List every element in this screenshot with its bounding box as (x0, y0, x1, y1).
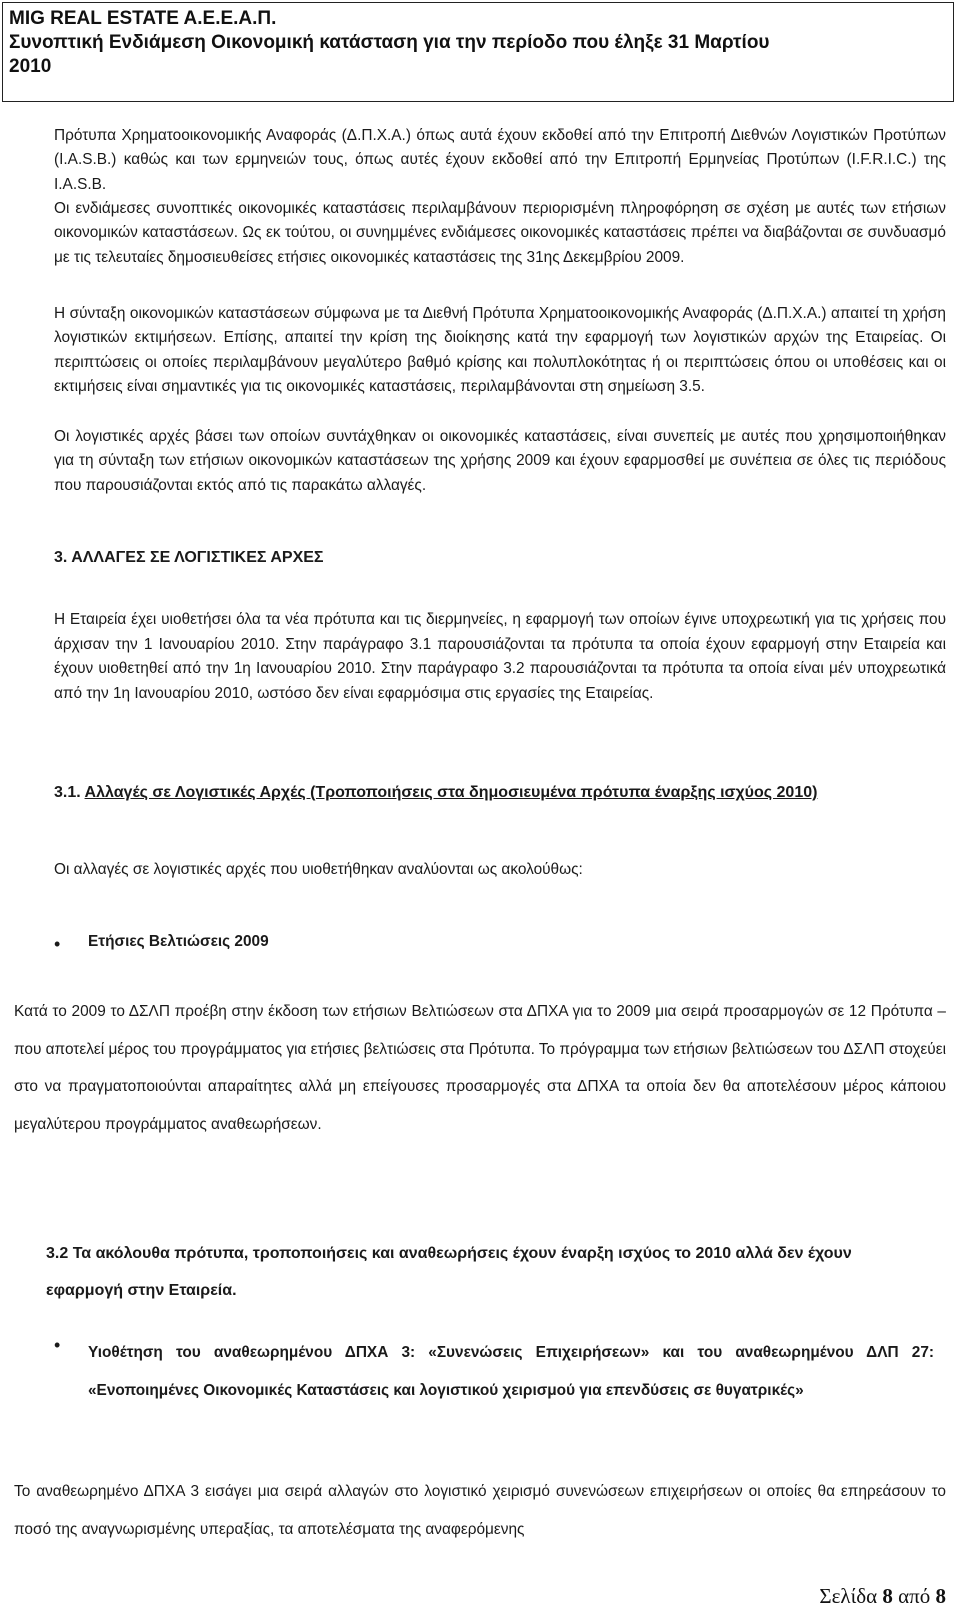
bullet-annual-improvements-text: Ετήσιες Βελτιώσεις 2009 (88, 933, 269, 950)
footer-middle: από (892, 1584, 936, 1608)
section-3-1-heading (54, 784, 934, 802)
footer-current-page: 8 (882, 1584, 893, 1608)
paragraph-interim-info: Οι ενδιάμεσες συνοπτικές οικονομικές καταστάσεις περιλαμβάνουν περιορισμένη πληροφόρηση σε σχέση με αυτές των ετήσιων οικονομικών καταστάσεων. Ως εκ τούτου, οι συνημμένες ενδιάμεσες οικονομικές καταστάσεις πρέπει να διαβάζονται σε συνδυασμό με τις τελευταίες δημοσιευθείσες ετήσιες οικονομικές καταστάσεις της 31ης Δεκεμβρίου 2009. (54, 200, 946, 266)
paragraph-new-standards: Η Εταιρεία έχει υιοθετήσει όλα τα νέα πρότυπα και τις διερμηνείες, η εφαρμογή των οποίων έγινε υποχρεωτική για τις χρήσεις που άρχισαν την 1 Ιανουαρίου 2010. Στην παράγραφο 3.1 παρουσιάζονται τα πρότυπα τα οποία έχουν εφαρμογή στην Εταιρεία και έχουν υιοθετηθεί από την 1η Ιανουαρίου 2010. Στην παράγραφο 3.2 παρουσιάζονται τα πρότυπα τα οποία είναι μέν υποχρεωτικά από την 1η Ιανουαρίου 2010, ωστόσο δεν είναι εφαρμόσιμα στις εργασίες της Εταιρείας. (54, 611, 946, 702)
report-title: Συνοπτική Ενδιάμεση Οικονομική κατάσταση για την περίοδο που έληξε 31 Μαρτίου (9, 32, 770, 53)
section-3-2-number: 3.2 (46, 1245, 69, 1262)
paragraph-ifrs3-changes: Το αναθεωρημένο ΔΠΧΑ 3 εισάγει μια σειρά αλλαγών στο λογιστικό χειρισμό συνενώσεων επιχειρήσεων οι οποίες θα επηρεάσουν το ποσό της αναγνωρισμένης υπεραξίας, τα αποτελέσματα της αναφερόμενης (14, 1483, 946, 1538)
company-name: MIG REAL ESTATE A.E.E.A.Π. (9, 8, 277, 29)
report-year: 2010 (9, 56, 52, 77)
paragraph-changes-intro: Οι αλλαγές σε λογιστικές αρχές που υιοθετήθηκαν αναλύονται ως ακολούθως: (54, 861, 583, 878)
footer-total-pages: 8 (935, 1584, 946, 1608)
section-3-2-title: Τα ακόλουθα πρότυπα, τροποποιήσεις και αναθεωρήσεις έχουν έναρξη ισχύος το 2010 αλλά δεν έχουν εφαρμογή στην Εταιρεία. (46, 1245, 852, 1299)
section-3-heading: 3. ΑΛΛΑΓΕΣ ΣΕ ΛΟΓΙΣΤΙΚΕΣ ΑΡΧΕΣ (54, 549, 324, 566)
footer-prefix: Σελίδα (819, 1584, 883, 1608)
section-3-2-heading (46, 1235, 926, 1309)
bullet-ifrs3-adoption (54, 1334, 934, 1409)
bullet-annual-improvements (54, 933, 269, 955)
paragraph-standards: Πρότυπα Χρηματοοικονομικής Αναφοράς (Δ.Π.Χ.Α.) όπως αυτά έχουν εκδοθεί από την Επιτροπή Διεθνών Λογιστικών Προτύπων (I.A.S.B.) καθώς και των ερμηνειών τους, όπως αυτές έχουν εκδοθεί από την Επιτροπή Ερμηνείας Προτύπων (I.F.R.I.C.) της I.A.S.B. (54, 127, 946, 193)
bullet-ifrs3-text: Υιοθέτηση του αναθεωρημένου ΔΠΧΑ 3: «Συνενώσεις Επιχειρήσεων» και του αναθεωρημένου ΔΛΠ 27: «Ενοποιημένες Οικονομικές Καταστάσεις και λογιστικού χειρισμού για επενδύσεις σε θυγατρικές» (88, 1344, 934, 1399)
paragraph-estimates: Η σύνταξη οικονομικών καταστάσεων σύμφωνα με τα Διεθνή Πρότυπα Χρηματοοικονομικής Αναφοράς (Δ.Π.Χ.Α.) απαιτεί τη χρήση λογιστικών εκτιμήσεων. Επίσης, απαιτεί την κρίση της διοίκησης κατά την εφαρμογή των λογιστικών αρχών της Εταιρείας. Οι περιπτώσεις οι οποίες περιλαμβάνουν μεγαλύτερο βαθμό κρίσης και πολυπλοκότητας ή οι περιπτώσεις όπου οι υποθέσεις και οι εκτιμήσεις είναι σημαντικές για τις οικονομικές καταστάσεις, περιλαμβάνονται στη σημείωση 3.5. (54, 305, 946, 395)
document-header (2, 2, 954, 102)
paragraph-accounting-policies: Οι λογιστικές αρχές βάσει των οποίων συντάχθηκαν οι οικονομικές καταστάσεις, είναι συνεπείς με αυτές που χρησιμοποιήθηκαν για τη σύνταξη των ετήσιων οικονομικών καταστάσεων της χρήσης 2009 και έχουν εφαρμοσθεί με συνέπεια σε όλες τις περιόδους που παρουσιάζονται εκτός από τις παρακάτω αλλαγές. (54, 428, 946, 494)
page-number-footer (819, 1584, 946, 1609)
section-3-1-title: Αλλαγές σε Λογιστικές Αρχές (Τροποποιήσεις στα δημοσιευμένα πρότυπα έναρξης ισχύος 2010) (84, 784, 818, 801)
bullet-dot-icon: • (54, 1335, 61, 1355)
bullet-dot-icon: • (54, 934, 61, 954)
paragraph-iasb-improvements: Κατά το 2009 το ΔΣΛΠ προέβη στην έκδοση των ετήσιων Βελτιώσεων στα ΔΠΧΑ για το 2009 μια σειρά προσαρμογών σε 12 Πρότυπα – που αποτελεί μέρος του προγράμματος για ετήσιες βελτιώσεις στα Πρότυπα. Το πρόγραμμα των ετήσιων βελτιώσεων του ΔΣΛΠ στοχεύει στο να πραγματοποιούνται απαραίτητες αλλά μη επείγουσες προσαρμογές στα ΔΠΧΑ τα οποία δεν θα αποτελέσουν μέρος κάποιου μεγαλύτερου προγράμματος αναθεωρήσεων. (14, 1003, 946, 1133)
section-3-1-number: 3.1. (54, 784, 81, 801)
